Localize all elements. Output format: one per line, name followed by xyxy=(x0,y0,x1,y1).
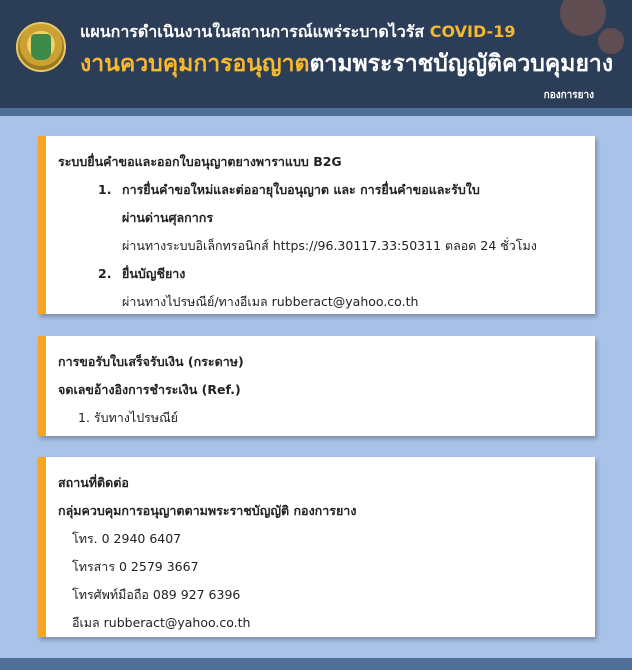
department-label: กองการยาง xyxy=(543,90,594,101)
phone-number: โทร. 0 2940 6407 xyxy=(72,531,182,546)
list-item-detail: ผ่านทางไปรษณีย์/ทางอีเมล rubberact@yahoo.co.th xyxy=(122,294,419,309)
contact-card xyxy=(38,457,595,637)
list-item-continuation: ผ่านด่านศุลกากร xyxy=(122,210,214,225)
card-heading: สถานที่ติดต่อ xyxy=(58,475,129,490)
header-divider xyxy=(0,108,632,116)
list-item: 1. รับทางไปรษณีย์ xyxy=(78,410,179,425)
footer-bar xyxy=(0,658,632,670)
virus-decoration-icon xyxy=(560,0,606,36)
header-banner xyxy=(0,0,632,108)
card-subheading: จดเลขอ้างอิงการชำระเงิน (Ref.) xyxy=(58,382,241,397)
list-item-detail: ผ่านทางระบบอิเล็กทรอนิกส์ https://96.30117.33:50311 ตลอด 24 ชั่วโมง xyxy=(122,238,537,253)
header-title-line2: งานควบคุมการอนุญาตตามพระราชบัญญัติควบคุมยาง xyxy=(80,51,614,77)
list-item: 1. การยื่นคำขอใหม่และต่ออายุใบอนุญาต และ การยื่นคำขอและรับใบ xyxy=(98,182,480,197)
mobile-number: โทรศัพท์มือถือ 089 927 6396 xyxy=(72,587,241,602)
card-heading: ระบบยื่นคำขอและออกใบอนุญาตยางพาราแบบ B2G xyxy=(58,154,342,169)
b2g-system-card xyxy=(38,136,595,314)
card-heading: การขอรับใบเสร็จรับเงิน (กระดาษ) xyxy=(58,354,244,369)
organization-name: กลุ่มควบคุมการอนุญาตตามพระราชบัญญัติ กองการยาง xyxy=(58,503,357,518)
receipt-card xyxy=(38,336,595,436)
fax-number: โทรสาร 0 2579 3667 xyxy=(72,559,199,574)
email-address: อีเมล rubberact@yahoo.co.th xyxy=(72,615,251,630)
list-item: 2. ยื่นบัญชียาง xyxy=(98,266,186,281)
logo-emblem-icon xyxy=(16,22,66,72)
header-title-line1: แผนการดำเนินงานในสถานการณ์แพร่ระบาดไวรัส COVID-19 xyxy=(80,22,516,41)
